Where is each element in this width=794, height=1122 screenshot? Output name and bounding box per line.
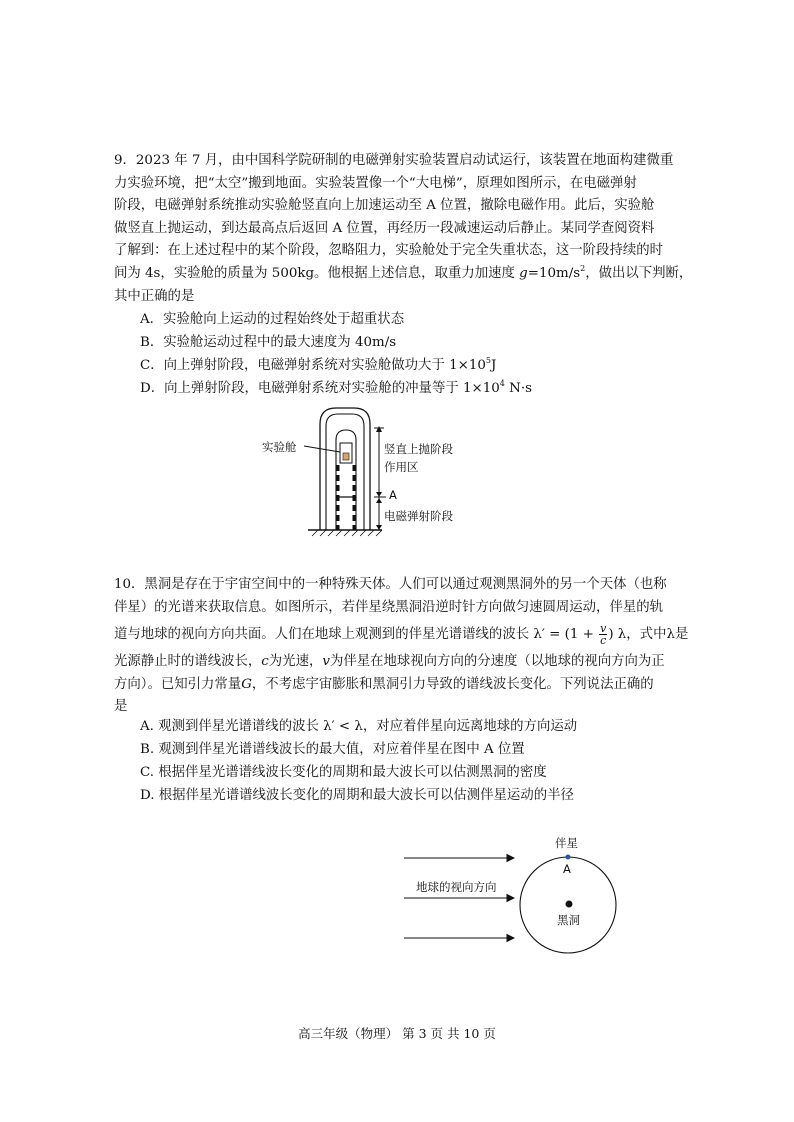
q10-line-3: 道与地球的视向方向共面。人们在地球上观测到的伴星光谱谱线的波长 λ′ = (1 + $\frac{v}{c}$ ) λ，式中λ是 — [114, 622, 689, 648]
page-footer: 高三年级（物理） 第 3 页 共 10 页 — [298, 1026, 496, 1041]
q9-option-a: A．实验舱向上运动的过程始终处于超重状态 — [140, 312, 405, 327]
q10-option-b: B. 观测到伴星光谱谱线波长的最大值，对应着伴星在图中 A 位置 — [140, 742, 525, 757]
q9-line-1: 9．2023 年 7 月，由中国科学院研制的电磁弹射实验装置启动试运行，该装置在地面构建微重 — [114, 153, 674, 168]
capsule-label: 实验舱 — [262, 440, 297, 454]
q9-line-7: 其中正确的是 — [114, 288, 195, 304]
q10-line-1: 10．黑洞是存在于宇宙空间中的一种特殊天体。人们可以通过观测黑洞外的另一个天体（也称 — [114, 577, 667, 592]
q10-option-d: D. 根据伴星光谱谱线波长变化的周期和最大波长可以估测伴星运动的半径 — [140, 788, 574, 803]
q10-line-2: 伴星）的光谱来获取信息。如图所示，若伴星绕黑洞沿逆时针方向做匀速圆周运动，伴星的轨 — [114, 599, 664, 615]
q10-line-4: 光源静止时的谱线波长，c为光速，v为伴星在地球视向方向的分速度（以地球的视向方向为正 — [114, 654, 665, 670]
q9-line-6: 间为 4s，实验舱的质量为 500kg。他根据上述信息，取重力加速度 $g=10m/s^2$，做出以下判断， — [114, 263, 693, 281]
companion-star-dot — [566, 855, 571, 860]
view-direction-label: 地球的视向方向 — [416, 880, 497, 894]
q9-line-2: 力实验环境，把“太空”搬到地面。实验装置像一个“大电梯”，原理如图所示，在电磁弹射 — [114, 175, 637, 191]
companion-star-label: 伴星 — [555, 836, 578, 850]
black-hole-dot — [566, 901, 573, 908]
q9-option-c: C．向上弹射阶段，电磁弹射系统对实验舱做功大于 $1\times 10^5J$ — [140, 356, 497, 373]
q10-line-6: 是 — [114, 699, 128, 715]
q9-line-3: 阶段，电磁弹射系统推动实验舱竖直向上加速运动至 A 位置，撤除电磁作用。此后，实验舱 — [114, 198, 655, 214]
zone-label-line-2: 作用区 — [384, 460, 419, 474]
point-a-label: A — [389, 488, 397, 502]
q10-option-c: C. 根据伴星光谱谱线波长变化的周期和最大波长可以估测黑洞的密度 — [140, 765, 547, 780]
zone-label-line-1: 竖直上抛阶段 — [384, 442, 453, 456]
black-hole-label: 黑洞 — [557, 913, 580, 927]
q10-line-5: 方向）。已知引力常量G，不考虑宇宙膨胀和黑洞引力导致的谱线波长变化。下列说法正确的 — [114, 676, 654, 692]
v-over-c-fraction: $\frac{v}{c}$ — [600, 622, 607, 648]
point-a-label-2: A — [563, 862, 571, 876]
em-launch-label: 电磁弹射阶段 — [384, 509, 453, 523]
q9-line-5: 了解到：在上述过程中的某个阶段，忽略阻力，实验舱处于完全失重状态，这一阶段持续的时 — [114, 243, 664, 259]
q9-option-b: B．实验舱运动过程中的最大速度为 40m/s — [140, 335, 397, 350]
q9-option-d: D．向上弹射阶段，电磁弹射系统对实验舱的冲量等于 $1\times 10^4$ N·s — [140, 379, 532, 396]
q9-line-4: 做竖直上抛运动，到达最高点后返回 A 位置，再经历一段减速运动后静止。某同学查阅资料 — [114, 220, 655, 236]
q10-option-a: A. 观测到伴星光谱谱线的波长 λ′ < λ，对应着伴星向远离地球的方向运动 — [140, 719, 578, 734]
